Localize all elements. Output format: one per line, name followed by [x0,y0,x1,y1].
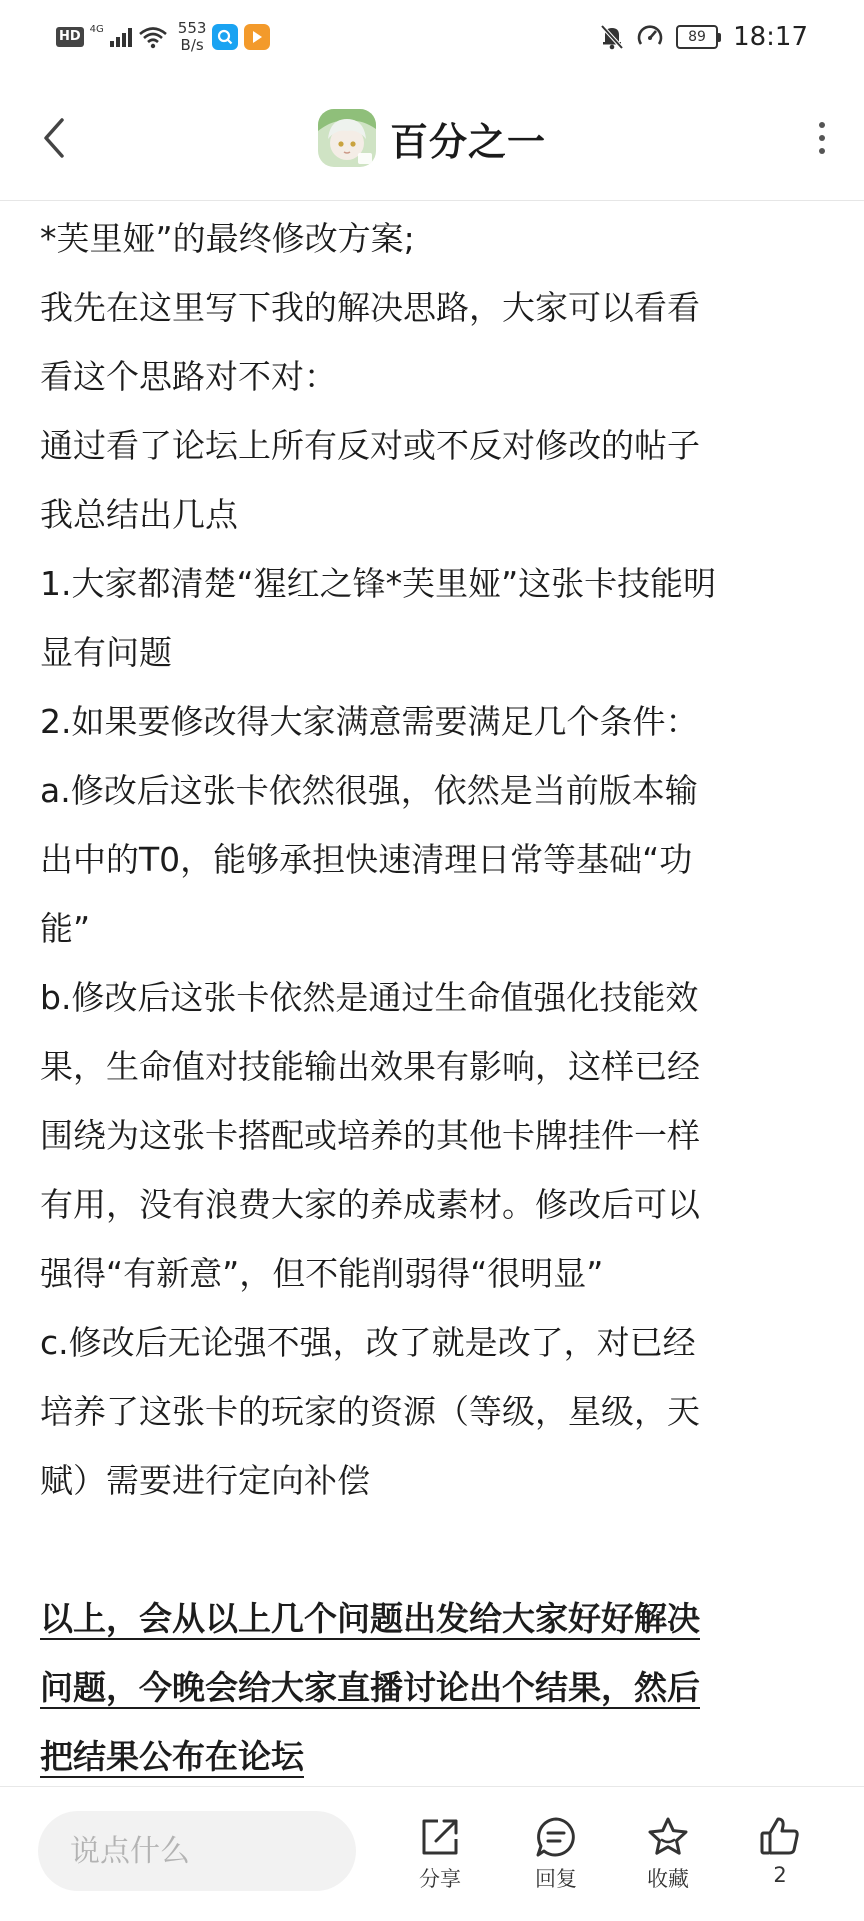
wifi-icon [138,25,168,49]
like-count: 2 [773,1863,787,1887]
post-line: a.修改后这张卡依然很强，依然是当前版本输 [40,771,698,810]
thumbs-up-icon [758,1815,802,1859]
clock: 18:17 [733,22,808,52]
post-line: 1.大家都清楚“猩红之锋*芙里娅”这张卡技能明 [40,564,717,603]
post-content [40,204,820,1784]
post-line: 通过看了论坛上所有反对或不反对修改的帖子 [40,426,700,465]
top-nav-bar [0,76,864,201]
post-line: 我总结出几点 [40,495,238,534]
signal-icon [110,27,132,47]
post-line: 培养了这张卡的玩家的资源（等级，星级，天 [40,1392,700,1431]
network-type-label: 4G [89,23,104,35]
post-line: 果，生命值对技能输出效果有影响，这样已经 [40,1047,700,1086]
comment-bubble-icon [534,1815,578,1859]
video-app-icon [244,24,270,50]
post-line: 强得“有新意”，但不能削弱得“很明显” [40,1254,604,1293]
bottom-action-bar [0,1786,864,1921]
hd-badge: HD [56,27,84,47]
post-line: 出中的T0，能够承担快速清理日常等基础“功 [40,840,693,879]
status-bar [0,0,864,76]
favorite-label: 收藏 [647,1867,689,1891]
more-options-button[interactable] [802,116,842,160]
search-app-icon [212,24,238,50]
more-dots-icon [819,122,825,128]
emphasis-line: 以上，会从以上几个问题出发给大家好好解决 [40,1599,700,1638]
post-line: 有用，没有浪费大家的养成素材。修改后可以 [40,1185,700,1224]
share-icon [418,1815,462,1859]
share-label: 分享 [419,1867,461,1891]
favorite-button[interactable] [628,1815,708,1909]
forum-title-group[interactable] [0,106,864,170]
post-line: c.修改后无论强不强，改了就是改了，对已经 [40,1323,696,1362]
like-button[interactable] [740,1815,820,1909]
post-line: 2.如果要修改得大家满意需要满足几个条件： [40,702,699,741]
share-button[interactable] [400,1815,480,1909]
post-line: 赋）需要进行定向补偿 [40,1461,370,1500]
bell-muted-icon [600,24,624,50]
reply-button[interactable] [516,1815,596,1909]
status-right-group [600,20,808,54]
emphasis-line: 把结果公布在论坛 [40,1737,304,1776]
status-left-group [56,20,270,54]
comment-input[interactable] [38,1811,356,1891]
post-line: 我先在这里写下我的解决思路，大家可以看看 [40,288,700,327]
forum-avatar [318,109,376,167]
post-line: b.修改后这张卡依然是通过生命值强化技能效 [40,978,699,1017]
net-speed-value: 553 [177,19,207,37]
battery-level: 89 [676,25,718,49]
blank-line [40,1515,820,1584]
post-line: 看这个思路对不对： [40,357,337,396]
net-speed [178,20,207,54]
post-line: *芙里娅”的最终修改方案; [40,219,415,258]
post-line: 能” [40,909,91,948]
star-icon [646,1815,690,1859]
reply-label: 回复 [535,1867,577,1891]
speedometer-icon [636,23,664,51]
page-title: 百分之一 [389,119,546,164]
emphasis-line: 问题，今晚会给大家直播讨论出个结果，然后 [40,1668,700,1707]
net-speed-unit: B/s [180,36,204,54]
post-line: 显有问题 [40,633,172,672]
battery-icon [676,25,721,49]
post-line: 围绕为这张卡搭配或培养的其他卡牌挂件一样 [40,1116,700,1155]
